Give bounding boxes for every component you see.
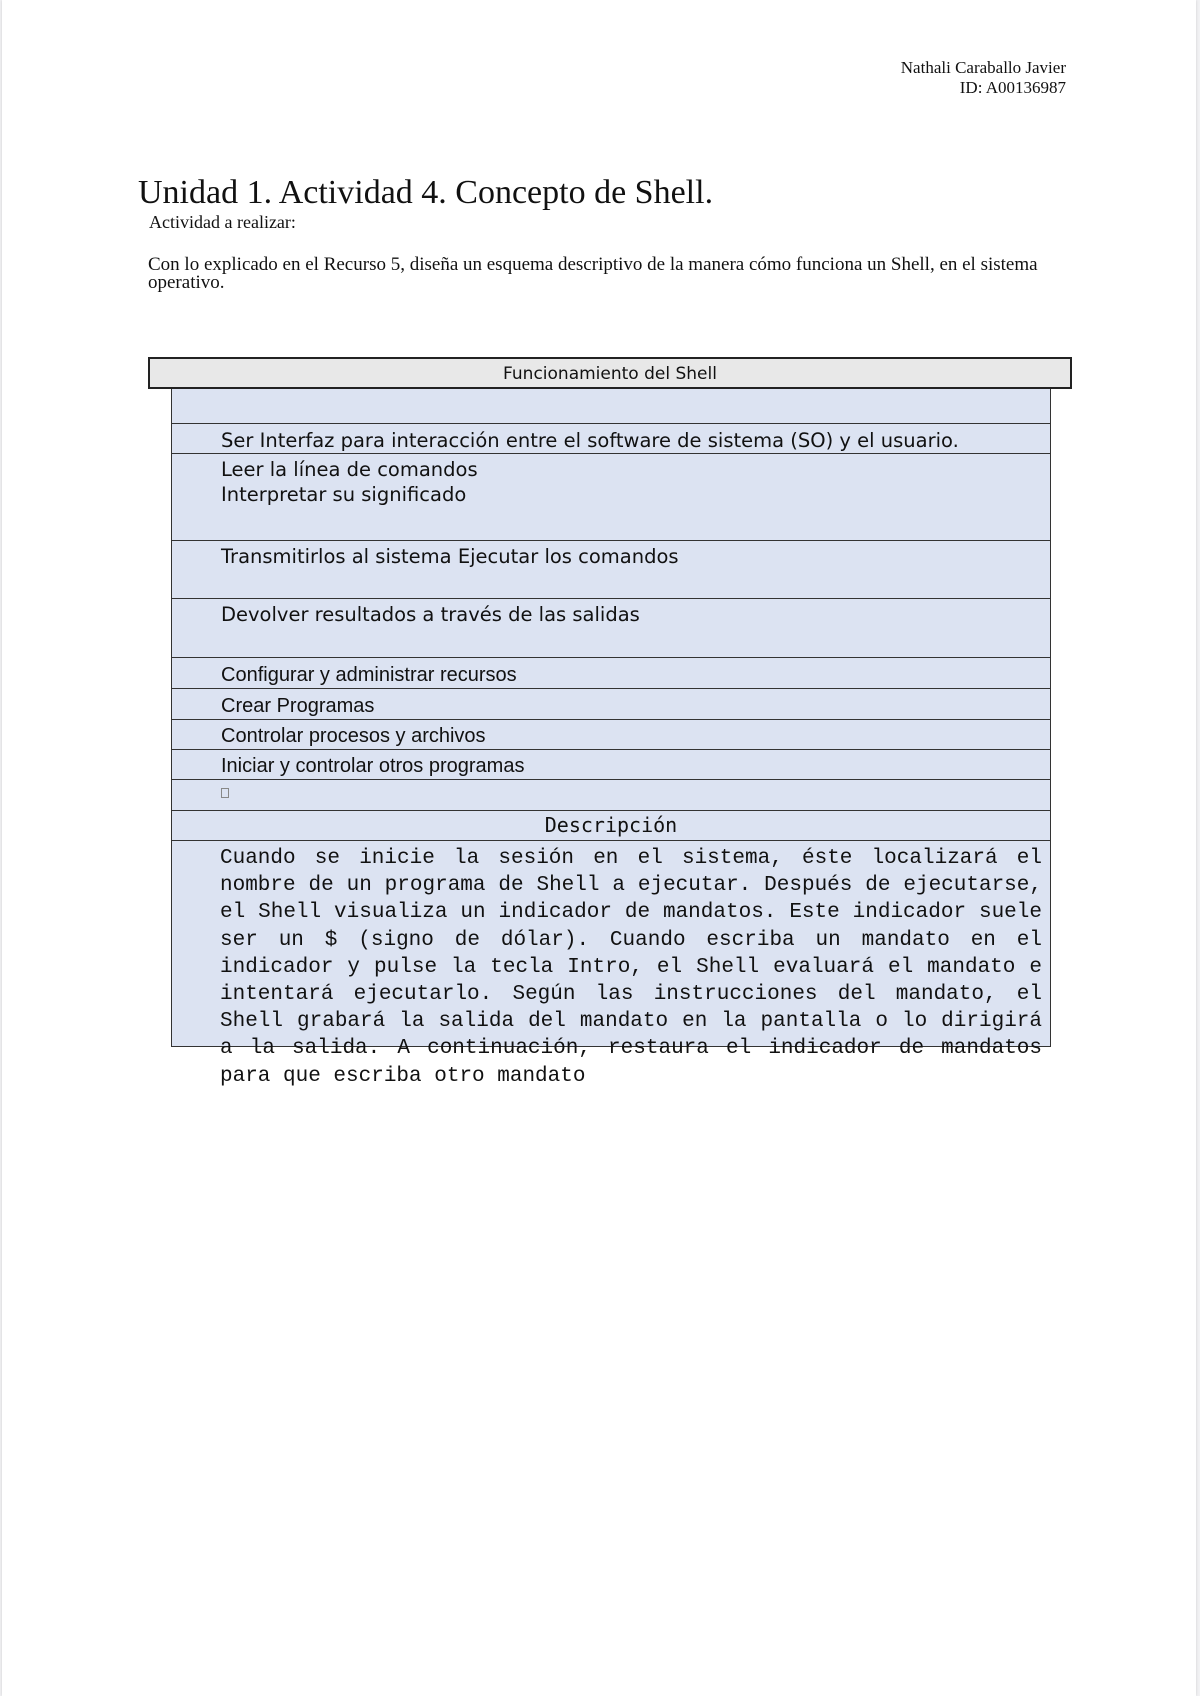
document-page: [2, 0, 1196, 1696]
table-row-empty: [172, 389, 1050, 424]
list-item: Ser Interfaz para interacción entre el software de sistema (SO) y el usuario.: [221, 429, 959, 452]
list-item: Transmitirlos al sistema Ejecutar los comandos: [221, 545, 679, 568]
table-row: [172, 689, 1050, 720]
description-title: Descripción: [544, 813, 678, 837]
instructions-text: Con lo explicado en el Recurso 5, diseña un esquema descriptivo de la manera cómo funciona un Shell, en el sistema operativo.: [148, 254, 1038, 293]
description-text: Cuando se inicie la sesión en el sistema, éste localizará el nombre de un programa de Shell a ejecutar. Después de ejecutarse, el Shell visualiza un indicador de mandatos. Este indicador suele ser un $ (signo de dólar). Cuando escriba un mandato en el indicador y pulse la tecla Intro, el Shell evaluará el mandato e intentará ejecutarlo. Según las instrucciones del mandato, el Shell grabará la salida del mandato en la pantalla o lo dirigirá a la salida. A continuación, restaura el indicador de mandatos para que escriba otro mandato: [220, 847, 1042, 1088]
list-item: Configurar y administrar recursos: [221, 664, 517, 686]
table-row: [172, 454, 1050, 541]
table-row: [172, 750, 1050, 780]
table-row: [172, 541, 1050, 599]
student-id: ID: A00136987: [959, 78, 1066, 97]
table-row: [172, 720, 1050, 750]
list-item: Crear Programas: [221, 695, 375, 717]
table-row: [172, 424, 1050, 454]
author-name: Nathali Caraballo Javier: [900, 58, 1066, 77]
author-block: [901, 58, 1066, 98]
page-title: Unidad 1. Actividad 4. Concepto de Shell.: [138, 174, 714, 211]
list-item: Leer la línea de comandos: [221, 458, 478, 481]
description-header-row: [172, 811, 1050, 841]
table-row: [172, 599, 1050, 658]
table-row: [172, 658, 1050, 689]
table-header: Funcionamiento del Shell: [148, 357, 1072, 389]
table-row-placeholder: [172, 780, 1050, 811]
activity-subtitle: Actividad a realizar:: [149, 212, 296, 232]
list-item: Interpretar su significado: [221, 483, 467, 506]
list-item: Iniciar y controlar otros programas: [221, 755, 525, 777]
list-item: Devolver resultados a través de las salidas: [221, 603, 640, 626]
missing-glyph-box: [221, 788, 229, 798]
list-item: Controlar procesos y archivos: [221, 725, 486, 747]
